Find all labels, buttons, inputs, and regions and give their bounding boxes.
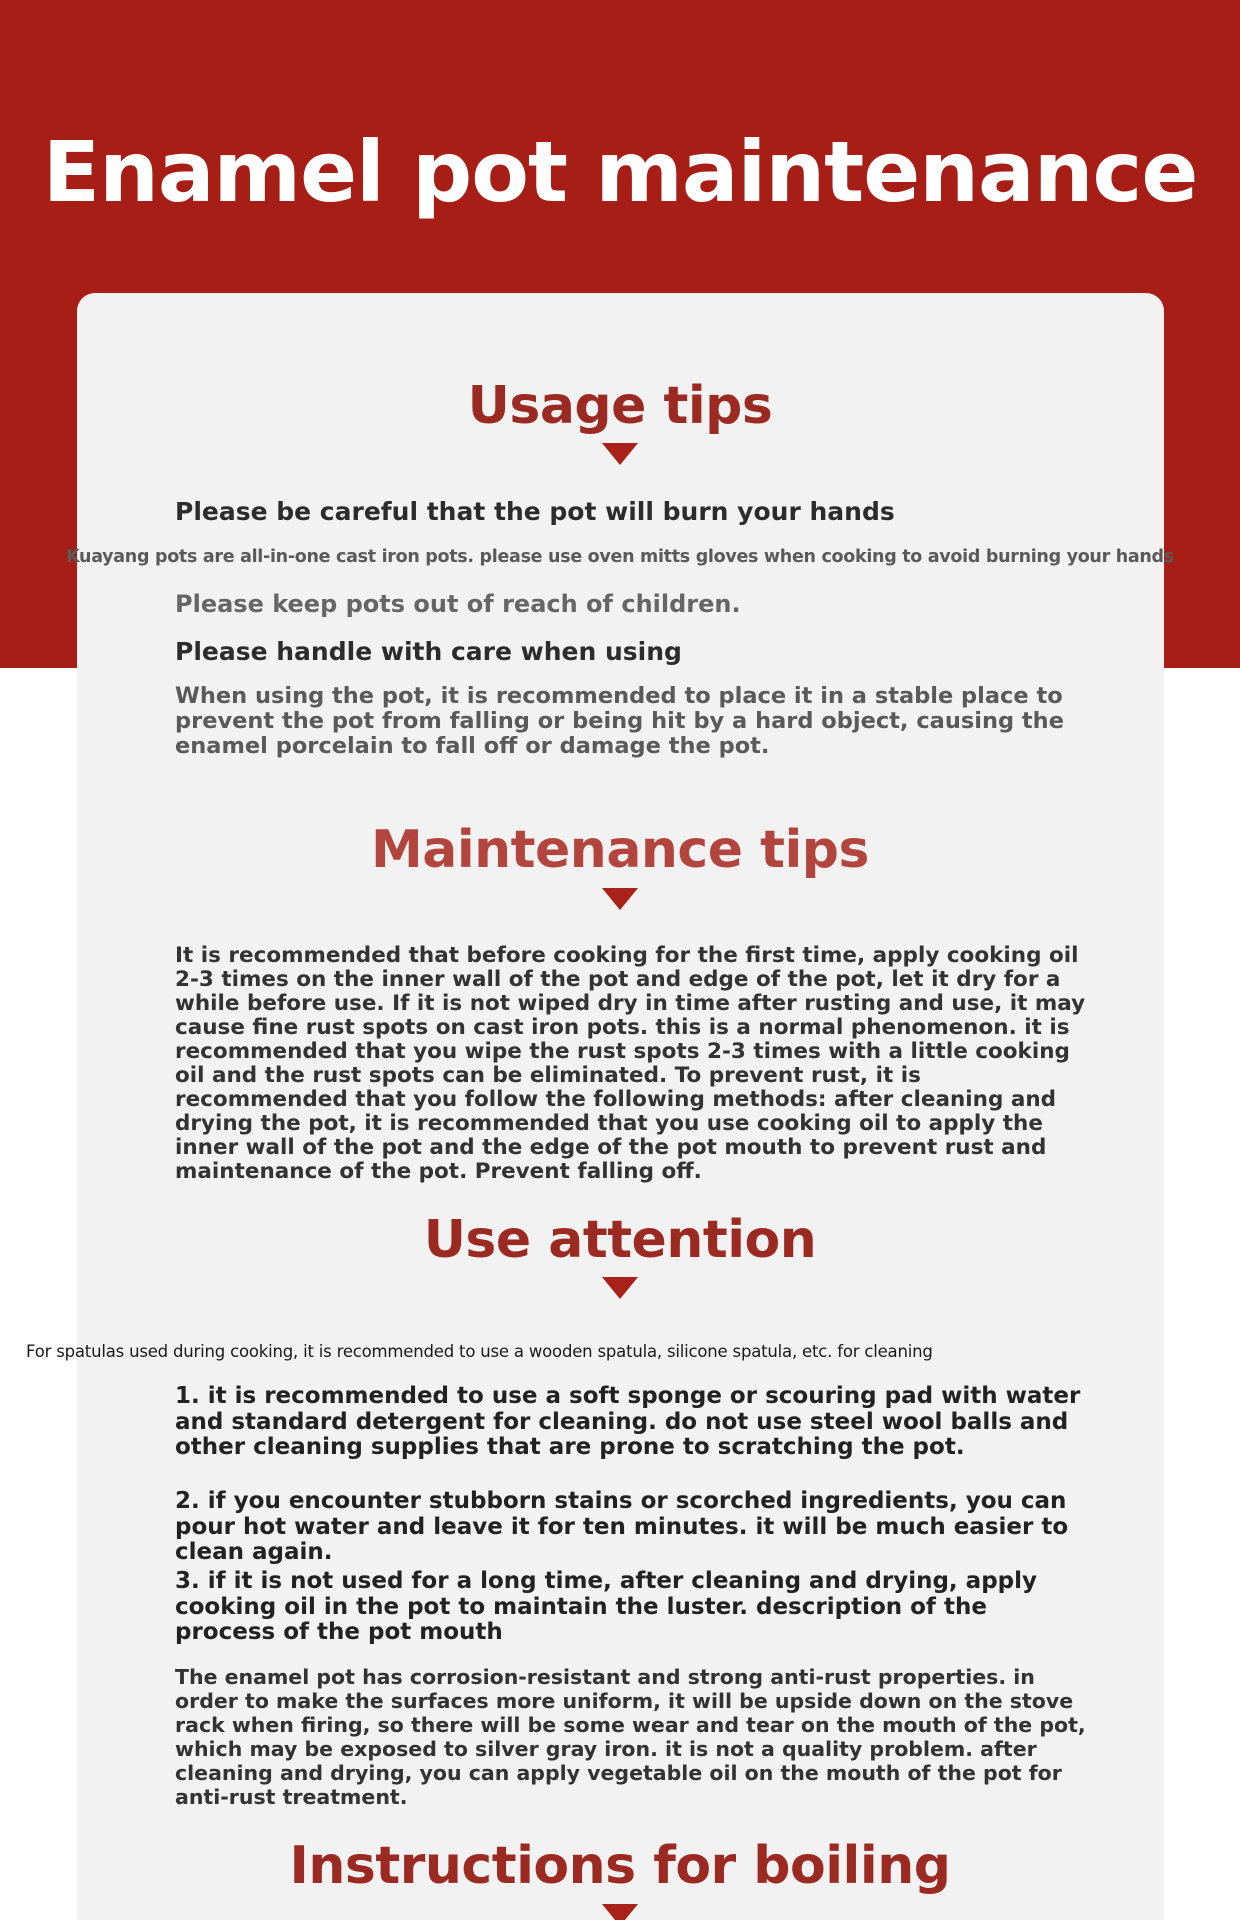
attention-item-1: 1. it is recommended to use a soft sponge or scouring pad with water and standard detergent for cleaning. do not use steel wool balls and other cleaning supplies that are prone to scratching the pot. <box>175 1383 1081 1460</box>
use-attention-title: Use attention <box>423 1210 817 1270</box>
children-warning: Please keep pots out of reach of children. <box>175 590 741 618</box>
triangle-down-icon <box>602 888 638 910</box>
burn-heading: Please be careful that the pot will burn your hands <box>175 497 895 526</box>
boiling-instructions-title: Instructions for boiling <box>289 1836 951 1896</box>
usage-tips-title: Usage tips <box>467 376 773 436</box>
maintenance-tips-title: Maintenance tips <box>371 820 869 880</box>
spatula-note: For spatulas used during cooking, it is recommended to use a wooden spatula, silicone spatula, etc. for cleaning <box>26 1342 933 1361</box>
burn-note: Kuayang pots are all-in-one cast iron pots. please use oven mitts gloves when cooking to avoid burning your hands <box>66 547 1174 567</box>
triangle-down-icon <box>602 1277 638 1299</box>
page-title: Enamel pot maintenance <box>42 123 1198 221</box>
triangle-down-icon <box>602 1904 638 1920</box>
triangle-down-icon <box>602 443 638 465</box>
pot-mouth-text: The enamel pot has corrosion-resistant and strong anti-rust properties. in order to make the surfaces more uniform, it will be upside down on the stove rack when firing, so there will be some wear and tear on the mouth of the pot, which may be exposed to silver gray iron. it is not a quality problem. after cleaning and drying, you can apply vegetable oil on the mouth of the pot for anti-rust treatment. <box>175 1665 1086 1809</box>
care-text: When using the pot, it is recommended to place it in a stable place to prevent the pot from falling or being hit by a hard object, causing the enamel porcelain to fall off or damage the pot. <box>175 683 1064 759</box>
maintenance-text: It is recommended that before cooking for the first time, apply cooking oil 2-3 times on the inner wall of the pot and edge of the pot, let it dry for a while before use. If it is not wiped dry in time after rusting and use, it may cause fine rust spots on cast iron pots. this is a normal phenomenon. it is recommended that you wipe the rust spots 2-3 times with a little cooking oil and the rust spots can be eliminated. To prevent rust, it is recommended that you follow the following methods: after cleaning and drying the pot, it is recommended that you use cooking oil to apply the inner wall of the pot and the edge of the pot mouth to prevent rust and maintenance of the pot. Prevent falling off. <box>175 943 1086 1184</box>
care-heading: Please handle with care when using <box>175 637 682 666</box>
attention-item-3: 3. if it is not used for a long time, after cleaning and drying, apply cooking oil in the pot to maintain the luster. description of the process of the pot mouth <box>175 1568 1037 1645</box>
attention-item-2: 2. if you encounter stubborn stains or scorched ingredients, you can pour hot water and leave it for ten minutes. it will be much easier to clean again. <box>175 1488 1069 1565</box>
